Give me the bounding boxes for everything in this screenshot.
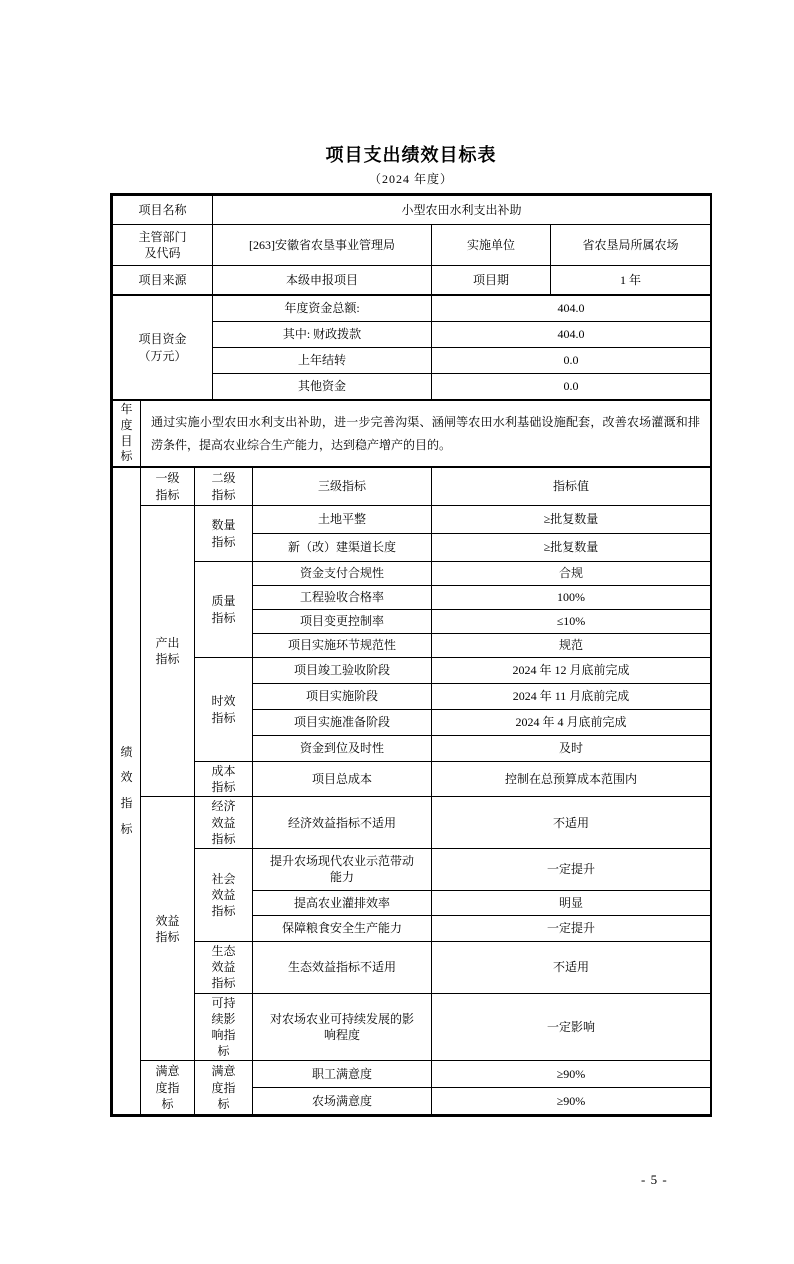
level2-social: 社会效益指标	[195, 848, 253, 941]
indicator-header-row	[113, 468, 711, 506]
indicator-value: 一定影响	[432, 993, 711, 1061]
table-row	[113, 196, 711, 225]
indicator-name: 项目总成本	[253, 762, 432, 797]
table-row	[113, 562, 711, 586]
source-value: 本级申报项目	[213, 266, 432, 295]
indicator-name: 提升农场现代农业示范带动能力	[253, 848, 432, 890]
indicator-name: 经济效益指标不适用	[253, 797, 432, 849]
annual-goal-table	[112, 400, 711, 467]
indicator-name: 生态效益指标不适用	[253, 941, 432, 993]
level2-time: 时效指标	[195, 658, 253, 762]
indicator-value: 及时	[432, 736, 711, 762]
source-label: 项目来源	[113, 266, 213, 295]
project-info-table	[112, 195, 711, 295]
indicator-value: 2024 年 11 月底前完成	[432, 684, 711, 710]
indicator-value: 100%	[432, 586, 711, 610]
indicator-name: 项目实施阶段	[253, 684, 432, 710]
funds-row-value: 0.0	[432, 348, 711, 374]
indicator-name: 项目竣工验收阶段	[253, 658, 432, 684]
indicator-name: 资金到位及时性	[253, 736, 432, 762]
indicator-value: 一定提升	[432, 915, 711, 941]
indicator-name: 保障粮食安全生产能力	[253, 915, 432, 941]
level2-sustainability: 可持续影响指标	[195, 993, 253, 1061]
indicator-value: 不适用	[432, 941, 711, 993]
indicator-name: 土地平整	[253, 506, 432, 534]
impl-unit-value: 省农垦局所属农场	[551, 225, 711, 266]
indicator-value: 不适用	[432, 797, 711, 849]
level1-satisfaction: 满意度指标	[141, 1061, 195, 1115]
indicator-value: ≥批复数量	[432, 506, 711, 534]
funds-row-name: 上年结转	[213, 348, 432, 374]
table-row	[113, 266, 711, 295]
project-name-label: 项目名称	[113, 196, 213, 225]
funds-label: 项目资金（万元）	[113, 296, 213, 400]
indicator-name: 工程验收合格率	[253, 586, 432, 610]
funds-row-name: 其中: 财政拨款	[213, 322, 432, 348]
table-row	[113, 658, 711, 684]
indicator-name: 职工满意度	[253, 1061, 432, 1088]
indicator-value: 控制在总预算成本范围内	[432, 762, 711, 797]
table-row	[113, 848, 711, 890]
dept-label: 主管部门及代码	[113, 225, 213, 266]
level1-output: 产出指标	[141, 506, 195, 797]
indicator-name: 提高农业灌排效率	[253, 890, 432, 915]
funds-row-value: 0.0	[432, 374, 711, 400]
header-level3: 三级指标	[253, 468, 432, 506]
header-level2: 二级指标	[195, 468, 253, 506]
table-row	[113, 762, 711, 797]
table-row	[113, 941, 711, 993]
indicator-value: ≥90%	[432, 1061, 711, 1088]
funds-row-value: 404.0	[432, 296, 711, 322]
performance-indicators-table	[112, 467, 711, 1115]
table-row	[113, 401, 711, 467]
dept-value: [263]安徽省农垦事业管理局	[213, 225, 432, 266]
indicator-name: 资金支付合规性	[253, 562, 432, 586]
table-row	[113, 993, 711, 1061]
indicator-value: 2024 年 4 月底前完成	[432, 710, 711, 736]
annual-goal-text: 通过实施小型农田水利支出补助，进一步完善沟渠、涵闸等农田水利基础设施配套，改善农场灌溉和排涝条件，提高农业综合生产能力，达到稳产增产的目的。	[141, 401, 711, 467]
level2-ecological: 生态效益指标	[195, 941, 253, 993]
performance-target-table	[110, 193, 712, 1117]
indicator-name: 对农场农业可持续发展的影响程度	[253, 993, 432, 1061]
indicator-name: 新（改）建渠道长度	[253, 534, 432, 562]
indicator-name: 农场满意度	[253, 1088, 432, 1115]
level2-quality: 质量指标	[195, 562, 253, 658]
page-title: 项目支出绩效目标表	[325, 145, 497, 165]
page-number: - 5 -	[641, 1172, 668, 1187]
level2-satisfaction: 满意度指标	[195, 1061, 253, 1115]
indicator-value: ≥批复数量	[432, 534, 711, 562]
period-label: 项目期	[432, 266, 551, 295]
indicator-value: ≥90%	[432, 1088, 711, 1115]
indicator-value: 一定提升	[432, 848, 711, 890]
header-value: 指标值	[432, 468, 711, 506]
level2-quantity: 数量指标	[195, 506, 253, 562]
header-level1: 一级指标	[141, 468, 195, 506]
indicator-name: 项目实施准备阶段	[253, 710, 432, 736]
funds-row-value: 404.0	[432, 322, 711, 348]
project-name-value: 小型农田水利支出补助	[213, 196, 711, 225]
period-value: 1 年	[551, 266, 711, 295]
indicator-value: 合规	[432, 562, 711, 586]
table-row	[113, 797, 711, 849]
performance-label: 绩效指标	[113, 468, 141, 1115]
table-row	[113, 506, 711, 534]
table-row	[113, 1061, 711, 1088]
impl-unit-label: 实施单位	[432, 225, 551, 266]
indicator-name: 项目变更控制率	[253, 610, 432, 634]
level1-benefit: 效益指标	[141, 797, 195, 1061]
page-subtitle: （2024 年度）	[368, 172, 453, 186]
funds-row-name: 其他资金	[213, 374, 432, 400]
table-row	[113, 296, 711, 322]
level2-cost: 成本指标	[195, 762, 253, 797]
indicator-value: 明显	[432, 890, 711, 915]
indicator-value: ≤10%	[432, 610, 711, 634]
annual-goal-label: 年度目标	[113, 401, 141, 467]
indicator-name: 项目实施环节规范性	[253, 634, 432, 658]
project-funds-table	[112, 295, 711, 400]
funds-row-name: 年度资金总额:	[213, 296, 432, 322]
table-row	[113, 225, 711, 266]
indicator-value: 规范	[432, 634, 711, 658]
level2-economic: 经济效益指标	[195, 797, 253, 849]
indicator-value: 2024 年 12 月底前完成	[432, 658, 711, 684]
